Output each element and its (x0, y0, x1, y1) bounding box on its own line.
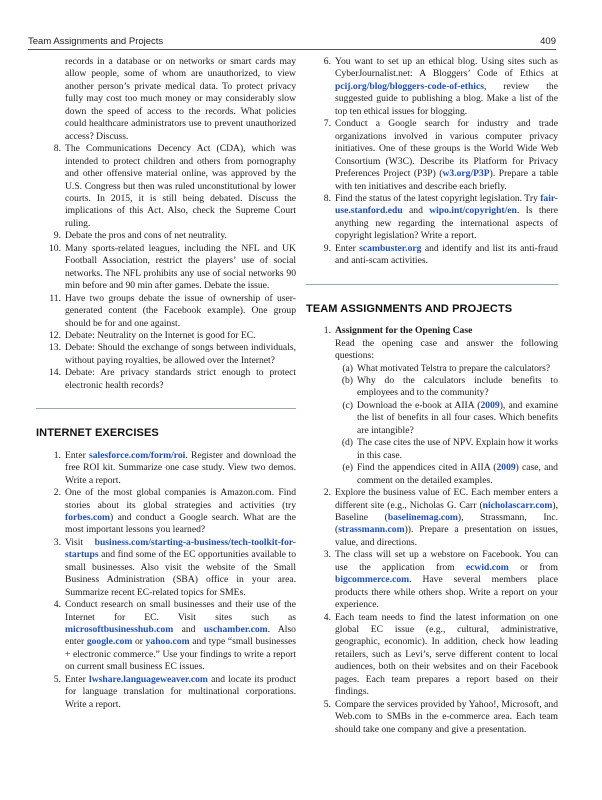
link[interactable]: lwshare.languageweaver.com (89, 673, 208, 685)
item-number: 8. (53, 143, 61, 155)
text: and identify and list its anti-fraud and anti-scam activities. (335, 242, 558, 267)
sub-question (306, 375, 558, 400)
exercise-item (36, 537, 296, 599)
link[interactable]: pcij.org/blog/bloggers-code-of-ethics (335, 80, 484, 92)
item-number: 3. (323, 549, 331, 561)
text: and find some of the EC opportunities available to small businesses. Also visit the website of the Small Business Administration (SBA) office in your area. Summarize recent EC-related topics for SMEs. (65, 549, 296, 598)
list-item (36, 330, 296, 342)
item-number: 1. (323, 325, 331, 337)
item-text: Debate the pros and cons of net neutrality. (65, 230, 227, 242)
right-column (306, 56, 558, 736)
link[interactable]: yahoo.com (145, 636, 190, 648)
link[interactable]: forbes.com (65, 511, 111, 523)
link[interactable]: scambuster.org (359, 242, 422, 254)
text: . Register and download the free ROI kit. Summarize one case study. View two demos. Write a report. (65, 449, 296, 486)
sub-number: (a) (342, 362, 353, 374)
text: Each team needs to find the latest information on one global EC issue (e.g., cultural, administrative, geographic, economic). In addition, check how leading retailers, such as Levi’s, serve different content to local audiences, both on their websites and on their Facebook pages. Each team prepares a report based on their findings. (335, 611, 558, 698)
continued-item: records in a database or on networks or smart cards may allow people, some of whom are unauthorized, to view another person’s private medical data. To protect privacy fully may cost too much money or may considerably slow down the speed of access to the records. What policies could healthcare administrators use to prevent unauthorized access? Discuss. (65, 56, 296, 142)
exercise-item (306, 243, 558, 268)
text: Conduct a Google search for industry and trade organizations involved in various computer privacy initiatives. One of these groups is the World Wide Web Consortium (W3C). Describe its Platform for Privacy Preferences Project (P3P) ( (335, 118, 558, 180)
text: Why do the calculators include benefits to employees and to the community? (357, 374, 558, 399)
assignment-title: Assignment for the Opening Case (335, 325, 473, 337)
link[interactable]: w3.org/P3P (442, 168, 490, 180)
exercise-item (36, 487, 296, 537)
link[interactable]: salesforce.com/form/roi (89, 449, 186, 461)
item-text: Debate: Should the exchange of songs between individuals, without paying royalties, be allowed over the Internet? (65, 342, 296, 366)
list-item (36, 230, 296, 242)
item-number: 9. (323, 242, 331, 254)
project-item (306, 612, 558, 699)
team-assignments-section (306, 284, 558, 315)
text: ), Baseline ( (335, 499, 558, 523)
left-column (36, 56, 296, 711)
text: Enter (65, 673, 90, 685)
project-item (306, 699, 558, 736)
exercise-item (306, 193, 558, 243)
text: The case cites the use of NPV. Explain how it works in this case. (357, 437, 558, 461)
exercise-item (36, 450, 296, 487)
exercise-item (306, 118, 558, 193)
text: ), Strassmann, Inc. ( (335, 511, 558, 536)
link[interactable]: 2009 (480, 399, 500, 411)
section-heading: TEAM ASSIGNMENTS AND PROJECTS (306, 302, 513, 315)
item-text: Many sports-related leagues, including the NFL and UK Football Association, restrict the players’ use of social networks. The NFL prohibits any use of social networks 90 min before and 90 min after games. Debate the issue. (65, 242, 296, 292)
text: Conduct research on small businesses and their use of the Internet for EC. Visit sites such as (65, 599, 296, 623)
link[interactable]: ecwid.com (465, 561, 509, 573)
sub-number: (e) (342, 462, 353, 474)
link[interactable]: nicholascarr.com (482, 499, 553, 511)
text: Download the e-book at AIIA ( (357, 399, 481, 411)
item-number: 2. (323, 487, 331, 499)
item-number: 5. (53, 673, 61, 685)
header-rule (28, 49, 556, 50)
running-head (28, 36, 556, 47)
text: ). Prepare a table with ten initiatives and describe each briefly. (335, 168, 558, 192)
link[interactable]: fair-use.stanford.edu (335, 192, 558, 217)
item-number: 7. (323, 118, 331, 130)
link[interactable]: microsoftbusinesshub.com (65, 624, 174, 636)
item-number: 4. (53, 599, 61, 611)
item-number: 5. (323, 698, 331, 710)
item-number: 12. (49, 329, 61, 341)
link[interactable]: strassmann.com (338, 524, 405, 536)
text: The class will set up a webstore on Facebook. You can use the application from (335, 549, 558, 573)
sub-number: (c) (342, 399, 353, 411)
text: ) case, and comment on the detailed examples. (357, 462, 558, 486)
item-number: 13. (49, 342, 61, 354)
item-number: 3. (53, 536, 61, 548)
item-text: Debate: Are privacy standards strict enough to protect electronic health records? (65, 367, 296, 391)
text: and locate its product for language translation for multinational corporations. Write a report. (65, 673, 296, 710)
text: What motivated Telstra to prepare the calculators? (357, 362, 551, 374)
text: . Is there anything new regarding the international aspects of copyright legislation? Write a report. (335, 205, 558, 242)
text: Explore the business value of EC. Each member enters a different site (e.g., Nicholas G. Carr ( (335, 487, 558, 511)
item-number: 2. (53, 487, 61, 499)
text: , review the suggested guide to publishing a blog. Make a list of the top ten ethical issues for blogging. (335, 80, 558, 117)
list-item (36, 243, 296, 293)
text: or from (508, 561, 558, 573)
item-text: Debate: Neutrality on the Internet is good for EC. (65, 329, 256, 341)
project-item (306, 325, 558, 362)
exercise-item (36, 674, 296, 711)
item-text: Have two groups debate the issue of ownership of user-generated content (the Facebook example). One group should be for and one against. (65, 292, 296, 329)
sub-question (306, 363, 558, 375)
item-number: 6. (323, 56, 331, 67)
list-item (36, 342, 296, 367)
text: Visit (65, 536, 95, 548)
text: ), and examine the list of benefits in all four cases. Which benefits are intangible? (357, 399, 558, 436)
project-item (306, 487, 558, 549)
link[interactable]: business.com/starting-a-business/tech-toolkit-for-startups (65, 536, 296, 561)
list-item (36, 143, 296, 230)
link[interactable]: wipo.int/copyright/en (429, 205, 517, 217)
item-number: 14. (49, 367, 61, 379)
link[interactable]: google.com (86, 636, 133, 648)
sub-question (306, 437, 558, 462)
item-number: 4. (323, 611, 331, 623)
text: and (402, 205, 430, 217)
text: ) and conduct a Google search. What are the most important lessons you learned? (65, 511, 296, 536)
text: Enter (65, 449, 89, 461)
list-item (36, 367, 296, 392)
text: . Have several members place products there while others shop. Write a report on your experience. (335, 574, 558, 611)
item-number: 9. (53, 230, 61, 242)
link[interactable]: 2009 (496, 462, 516, 474)
item-text: The Communications Decency Act (CDA), which was intended to protect children and others from pornography and other offensive material online, was approved by the U.S. Congress but then was ruled unconstitutional by lower courts. In 2015, it is still being debated. Discuss the implications of this Act. Also, check the Supreme Court ruling. (65, 143, 296, 229)
internet-exercises-section (36, 408, 296, 439)
sub-number: (d) (341, 437, 353, 449)
assignment-intro: Read the opening case and answer the following questions: (335, 337, 558, 362)
text: and (173, 624, 204, 636)
link[interactable]: uschamber.com (203, 624, 268, 636)
item-number: 8. (323, 192, 331, 204)
text: . Also enter (65, 624, 296, 648)
exercise-item (306, 56, 558, 118)
list-item (36, 293, 296, 330)
text: Enter (335, 242, 360, 254)
page-number: 409 (540, 36, 556, 47)
project-item (306, 549, 558, 611)
sub-question (306, 400, 558, 437)
item-number: 1. (53, 449, 61, 461)
exercise-item (36, 599, 296, 674)
text: One of the most global companies is Amazon.com. Find stories about its global strategies and activities (try (65, 487, 296, 511)
sub-question (306, 462, 558, 487)
section-heading: INTERNET EXERCISES (36, 427, 159, 440)
item-number: 10. (49, 242, 61, 254)
text: Find the appendices cited in AIIA ( (357, 462, 497, 474)
text: You want to set up an ethical blog. Using sites such as CyberJournalist.net: A Bloggers’ Code of Ethics at (335, 56, 558, 80)
text: Compare the services provided by Yahoo!, Microsoft, and Web.com to SMBs in the e-commerce area. Each team should take one company and give a presentation. (335, 698, 558, 735)
link[interactable]: bigcommerce.com (335, 574, 410, 586)
running-head-title: Team Assignments and Projects (28, 36, 164, 47)
text: )). Prepare a presentation on issues, value, and directions. (335, 524, 558, 548)
link[interactable]: baselinemag.com (387, 511, 458, 523)
sub-number: (b) (341, 374, 353, 386)
item-number: 11. (49, 292, 61, 304)
text: or (132, 636, 146, 648)
text: and type “small businesses + electronic commerce.” Use your findings to write a report on current small business EC issues. (65, 636, 297, 673)
text: Find the status of the latest copyright legislation. Try (335, 192, 541, 204)
